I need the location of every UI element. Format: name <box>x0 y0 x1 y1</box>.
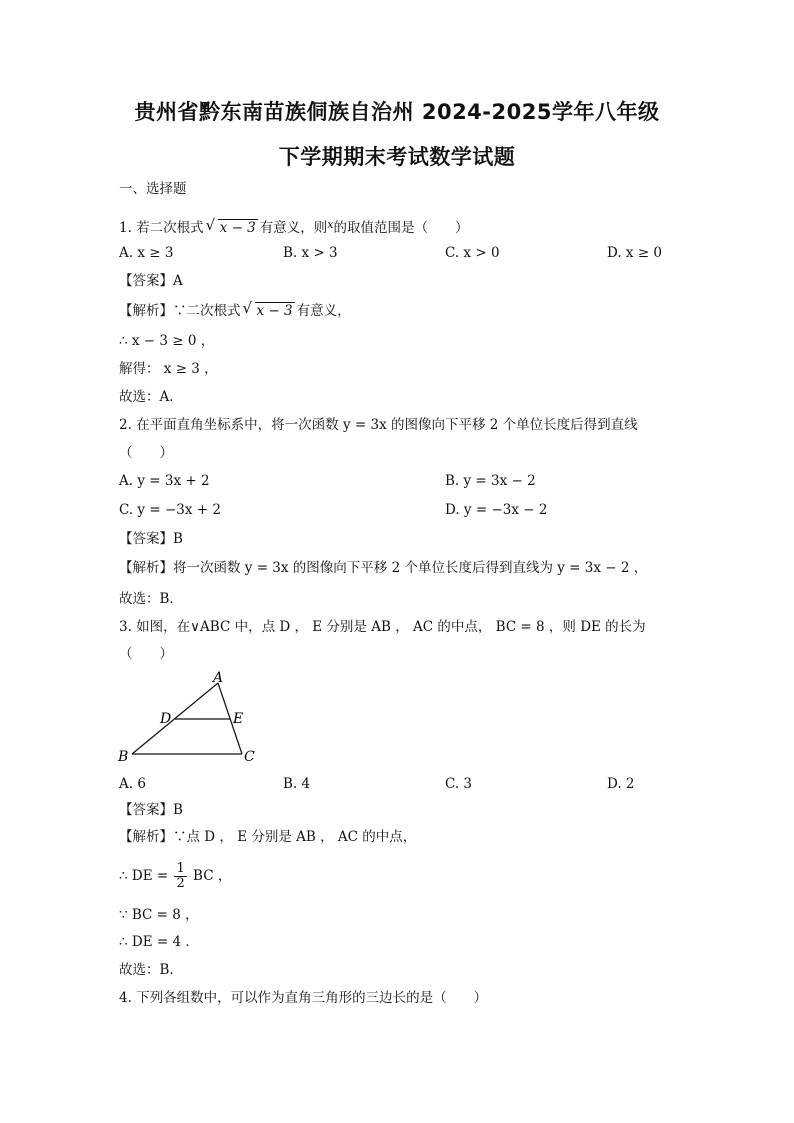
q2-stem-line-1: 2. 在平面直角坐标系中，将一次函数 y = 3x 的图像向下平移 2 个单位长度后得到直线 <box>119 417 638 433</box>
q3-fraction-half <box>174 862 186 891</box>
q3-option-d: D. 2 <box>607 776 635 792</box>
q2-option-b: B. y = 3x − 2 <box>445 473 536 489</box>
label-d: D <box>160 711 172 727</box>
q1-stem <box>119 216 469 237</box>
q1-step-1: ∴ x − 3 ≥ 0 ， <box>119 333 215 349</box>
label-b: B <box>118 749 129 765</box>
q2-option-a: A. y = 3x + 2 <box>119 473 210 489</box>
q3-stem-line-1: 3. 如图，在∨ABC 中，点 D ， E 分别是 AB ， AC 的中点， BC = 8 ，则 DE 的长为 <box>119 619 646 635</box>
title-line-2: 下学期期末考试数学试题 <box>278 145 516 169</box>
q1-option-c: C. x > 0 <box>445 245 500 261</box>
q1-analysis-suffix: 有意义， <box>296 303 351 319</box>
q1-sqrt: √ x − 3 <box>205 216 256 236</box>
q2-option-c: C. y = −3x + 2 <box>119 502 221 518</box>
q2-option-d: D. y = −3x − 2 <box>445 502 548 518</box>
q1-var: x <box>327 218 334 231</box>
q3-step-2: ∵ BC = 8 ， <box>119 907 199 923</box>
label-e: E <box>233 711 244 727</box>
q2-choose: 故选：B． <box>119 591 183 607</box>
q1-step-2: 解得： x ≥ 3 ， <box>119 361 218 377</box>
q3-step-1 <box>119 858 231 894</box>
q3-option-c: C. 3 <box>445 776 473 792</box>
q3-step1-prefix: ∴ DE = <box>119 868 169 884</box>
q2-stem-line-2: （ ） <box>119 445 173 461</box>
fraction-numerator: 1 <box>176 861 185 876</box>
section-heading: 一、选择题 <box>119 181 187 197</box>
q3-step1-suffix: BC ， <box>193 868 232 884</box>
q1-answer: 【答案】A <box>119 273 183 289</box>
q4-stem-line-1: 4. 下列各组数中，可以作为直角三角形的三边长的是（ ） <box>119 990 488 1006</box>
q1-radicand: x − 3 <box>219 220 256 236</box>
q3-stem-line-2: （ ） <box>119 646 173 662</box>
q1-analysis-radicand: x − 3 <box>256 303 293 319</box>
fraction-denominator: 2 <box>176 876 185 891</box>
q1-option-b: B. x > 3 <box>283 245 338 261</box>
q1-option-a: A. x ≥ 3 <box>119 245 174 261</box>
title-line-1: 贵州省黔东南苗族侗族自治州 2024-2025学年八年级 <box>134 100 660 124</box>
q3-analysis: 【解析】∵点 D ， E 分别是 AB ， AC 的中点， <box>119 829 417 845</box>
label-a: A <box>213 670 224 686</box>
q1-choose: 故选：A． <box>119 389 183 405</box>
label-c: C <box>244 749 255 765</box>
q1-analysis-sqrt: √ x − 3 <box>242 299 293 319</box>
q1-analysis <box>119 299 351 320</box>
q3-step-3: ∴ DE = 4 ． <box>119 934 199 950</box>
q3-choose: 故选：B． <box>119 962 183 978</box>
q1-analysis-prefix: 【解析】∵二次根式 <box>119 303 241 319</box>
q3-option-a: A. 6 <box>119 776 146 792</box>
q3-answer: 【答案】B <box>119 802 183 818</box>
q1-prefix: 1. 若二次根式 <box>119 220 204 236</box>
triangle-figure <box>112 666 272 770</box>
q1-option-d: D. x ≥ 0 <box>607 245 663 261</box>
q1-mid: 有意义，则 <box>259 220 328 236</box>
q3-option-b: B. 4 <box>283 776 311 792</box>
q1-suffix: 的取值范围是（ ） <box>333 220 469 236</box>
q2-analysis: 【解析】将一次函数 y = 3x 的图像向下平移 2 个单位长度后得到直线为 y = 3x − 2 ， <box>119 560 648 576</box>
q2-answer: 【答案】B <box>119 531 183 547</box>
